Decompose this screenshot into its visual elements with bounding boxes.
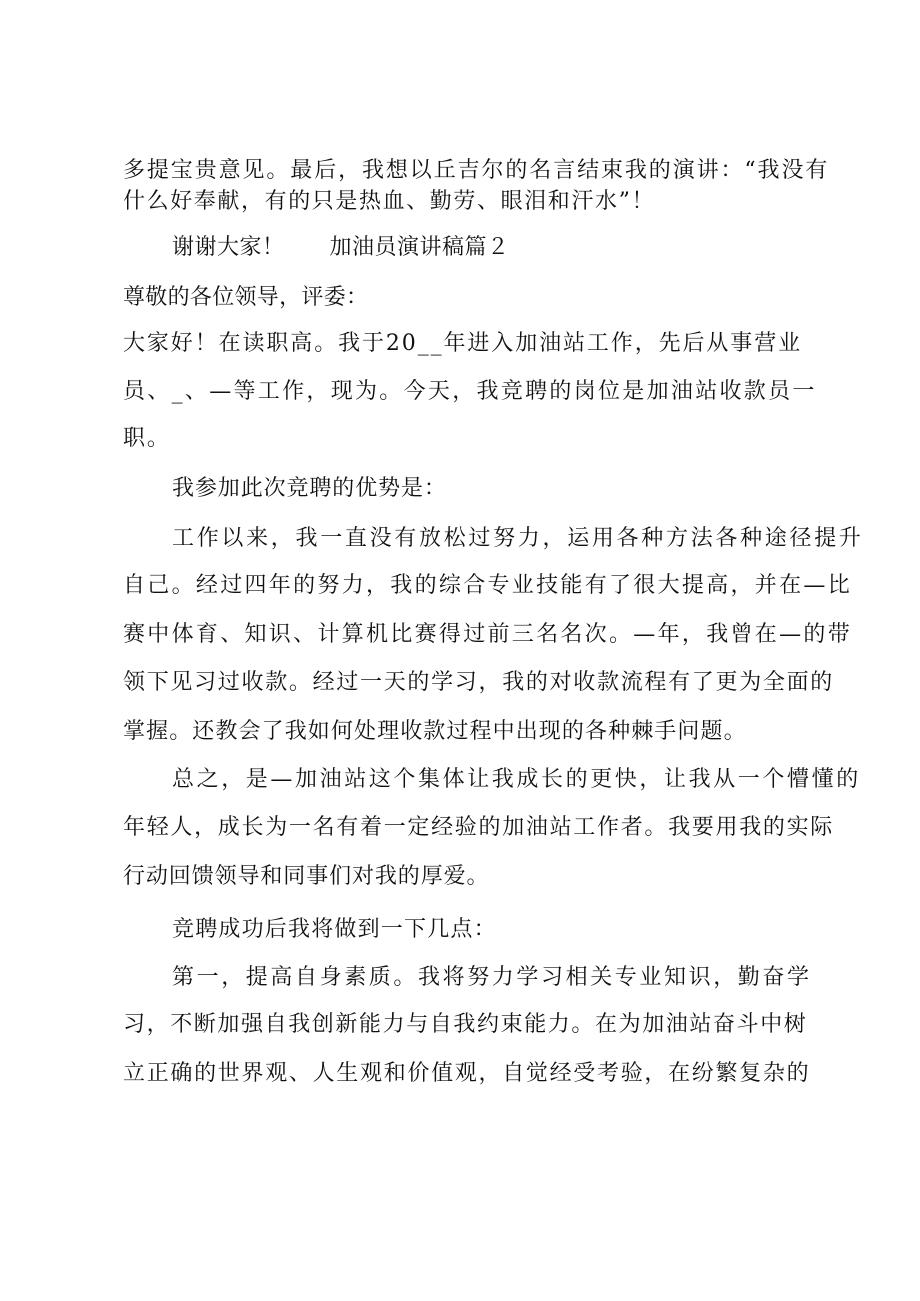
text-line: 什么好奉献，有的只是热血、勤劳、眼泪和汗水”！ <box>123 189 656 214</box>
text-line: 多提宝贵意见。最后，我想以丘吉尔的名言结束我的演讲：“我没有 <box>123 158 830 183</box>
text-line: 我参加此次竞聘的优势是： <box>172 476 447 501</box>
text-line: 掌握。还教会了我如何处理收款过程中出现的各种棘手问题。 <box>123 719 747 744</box>
text-line: 年轻人，成长为一名有着一定经验的加油站工作者。我要用我的实际 <box>123 815 835 840</box>
text-line: 赛中体育、知识、计算机比赛得过前三名名次。—年，我曾在—的带 <box>123 622 853 647</box>
text-line: 工作以来，我一直没有放松过努力，运用各种方法各种途径提升 <box>172 526 864 551</box>
text-line: 自己。经过四年的努力，我的综合专业技能有了很大提高，并在—比 <box>123 573 853 598</box>
text-line: 习，不断加强自我创新能力与自我约束能力。在为加油站奋斗中树 <box>123 1012 808 1037</box>
text-line: 职。 <box>123 426 171 451</box>
text-line: 领下见习过收款。经过一天的学习，我的对收款流程有了更为全面的 <box>123 670 835 695</box>
salutation-line: 尊敬的各位领导，评委： <box>123 285 369 310</box>
section-heading-line: 谢谢大家！ 加油员演讲稿篇２ <box>172 235 510 260</box>
text-line: 行动回馈领导和同事们对我的厚爱。 <box>123 864 490 889</box>
text-line: 大家好！在读职高。我于20__年进入加油站工作，先后从事营业 <box>123 331 802 356</box>
text-line: 立正确的世界观、人生观和价值观，自觉经受考验，在纷繁复杂的 <box>123 1061 811 1086</box>
text-line: 竞聘成功后我将做到一下几点： <box>172 917 497 942</box>
text-line: 总之，是—加油站这个集体让我成长的更快，让我从一个懵懂的 <box>172 767 861 792</box>
text-line: 员、_、—等工作，现为。今天，我竞聘的岗位是加油站收款员一 <box>123 379 817 404</box>
text-line: 第一，提高自身素质。我将努力学习相关专业知识，勤奋学 <box>172 965 812 990</box>
